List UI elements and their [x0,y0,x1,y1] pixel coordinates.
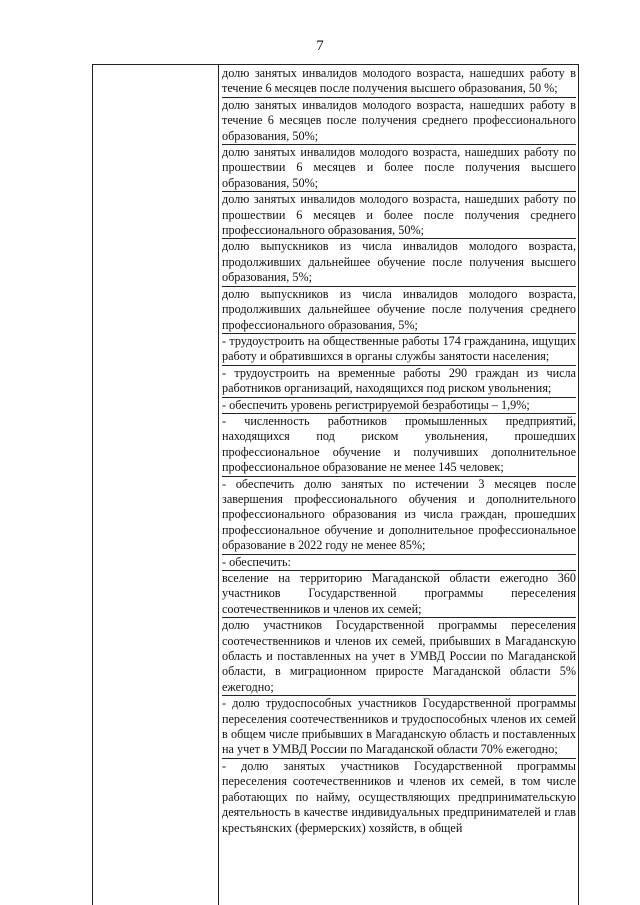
paragraph: - численность работников промышленных предприятий, находящихся под риском увольнения, прошедших профессиональное обучение и получивших дополнительное профессиональное образование не менее 145 человек; [222,414,576,477]
paragraph: долю занятых инвалидов молодого возраста, нашедших работу в течение 6 месяцев после получения среднего профессионального образования, 50%; [222,98,576,145]
paragraph: - трудоустроить на временные работы 290 граждан из числа работников организаций, находящихся под риском увольнения; [222,366,576,398]
paragraph: - обеспечить уровень регистрируемой безработицы – 1,9%; [222,398,576,414]
paragraph: долю занятых инвалидов молодого возраста, нашедших работу в течение 6 месяцев после получения высшего образования, 50 %; [222,66,576,98]
paragraph: - долю занятых участников Государственной программы переселения соотечественников и членов их семей, в том числе работающих по найму, осуществляющих предпринимательскую деятельность в качестве индивидуальных предпринимателей и глав крестьянских (фермерских) хозяйств, в общей [222,758,576,835]
paragraph: долю занятых инвалидов молодого возраста, нашедших работу по прошествии 6 месяцев и более после получения среднего профессионального образования, 50%; [222,192,576,239]
indicators-table [92,64,579,905]
paragraph: долю участников Государственной программы переселения соотечественников и членов их семей, прибывших в Магаданскую область и поставленных на учет в УМВД России по Магаданской области, в миграционном приросте Магаданской области 5% ежегодно; [222,618,576,696]
paragraph: - долю трудоспособных участников Государственной программы переселения соотечественников и трудоспособных членов их семей в общем числе прибывших в Магаданскую область и поставленных на учет в УМВД России по Магаданской области 70% ежегодно; [222,696,576,759]
paragraph: долю выпускников из числа инвалидов молодого возраста, продолживших дальнейшее обучение после получения среднего профессионального образования, 5%; [222,287,576,334]
paragraph: - обеспечить: [222,555,576,571]
paragraph: вселение на территорию Магаданской области ежегодно 360 участников Государственной программы переселения соотечественников и членов их семей; [222,571,576,618]
table-cell-content [219,65,578,905]
paragraph: долю занятых инвалидов молодого возраста, нашедших работу по прошествии 6 месяцев и более после получения высшего образования, 50%; [222,145,576,192]
paragraph: - обеспечить долю занятых по истечении 3 месяцев после завершения профессионального обучения и дополнительного профессионального образования из числа граждан, прошедших профессиональное обучение и дополнительное профессиональное образование в 2022 году не менее 85%; [222,477,576,555]
page-number: 7 [316,38,324,54]
paragraph: долю выпускников из числа инвалидов молодого возраста, продолживших дальнейшее обучение после получения высшего образования, 5%; [222,239,576,286]
paragraph: - трудоустроить на общественные работы 174 гражданина, ищущих работу и обратившихся в органы службы занятости населения; [222,334,576,366]
